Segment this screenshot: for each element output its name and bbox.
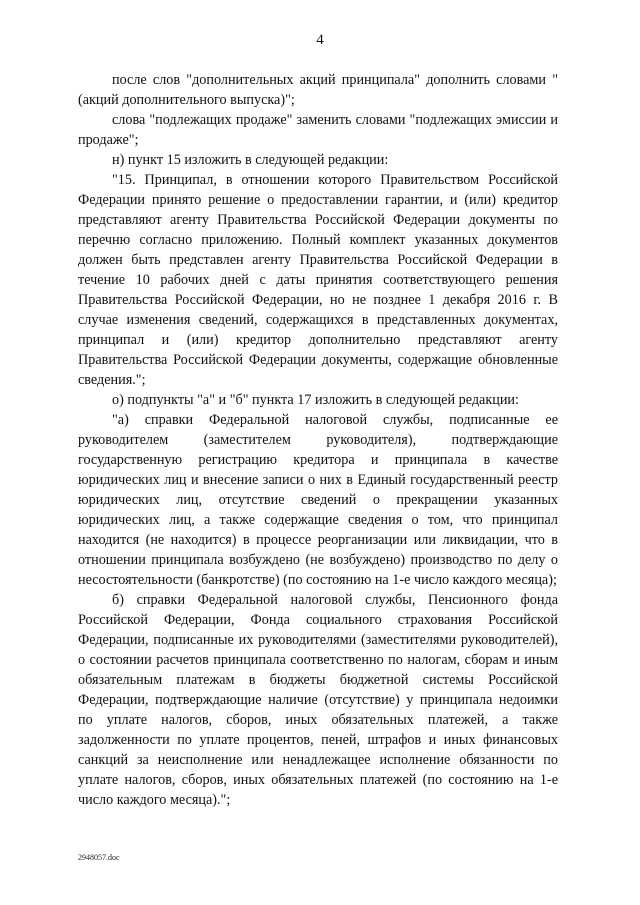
paragraph-item-n-heading: н) пункт 15 изложить в следующей редакции: [112,152,389,168]
page-number: 4 [316,32,324,48]
paragraph-subclause-a: "а) справки Федеральной налоговой службы, подписанные ее руководителем (заместителем руководителя), подтверждающие государственную регистрацию кредитора и принципала в качестве юридических лиц и внесение записи о них в Единый государственный реестр юридических лиц, отсутствие сведений о прекращении указанных юридических лиц, а также содержащие сведения о том, что принципал находится (не находится) в процессе реорганизации или ликвидации, что в отношении принципала возбуждено (не возбуждено) производство по делу о несостоятельности (банкротстве) (по состоянию на 1-е число каждого месяца); [78,412,558,588]
document-body [78,70,558,810]
paragraph-clause-15: "15. Принципал, в отношении которого Правительством Российской Федерации принято решение о предоставлении гарантии, и (или) кредитор представляют агенту Правительства Российской Федерации документы по перечню согласно приложению. Полный комплект указанных документов должен быть представлен агенту Правительства Российской Федерации в течение 10 рабочих дней с даты принятия соответствующего решения Правительства Российской Федерации, но не позднее 1 декабря 2016 г. В случае изменения сведений, содержащихся в представленных документах, принципал и (или) кредитор дополнительно представляют агенту Правительства Российской Федерации документы, содержащие обновленные сведения."; [78,172,558,388]
paragraph-additional-shares: после слов "дополнительных акций принципала" дополнить словами "(акций дополнительного выпуска)"; [78,72,558,108]
document-file-code: 2948057.doc [78,853,120,862]
paragraph-item-o-heading: о) подпункты "а" и "б" пункта 17 изложить в следующей редакции: [112,392,519,408]
paragraph-replace-words: слова "подлежащих продаже" заменить словами "подлежащих эмиссии и продаже"; [78,112,558,148]
paragraph-subclause-b: б) справки Федеральной налоговой службы, Пенсионного фонда Российской Федерации, Фонда социального страхования Российской Федерации, подписанные их руководителями (заместителями руководителей), о состоянии расчетов принципала соответственно по налогам, сборам и иным обязательным платежам в бюджеты бюджетной системы Российской Федерации, подтверждающие наличие (отсутствие) у принципала недоимки по уплате налогов, сборов, иных обязательных платежей, а также задолженности по уплате процентов, пеней, штрафов и иных финансовых санкций за неисполнение или ненадлежащее исполнение обязанности по уплате налогов, сборов, иных обязательных платежей (по состоянию на 1-е число каждого месяца)."; [78,592,558,808]
